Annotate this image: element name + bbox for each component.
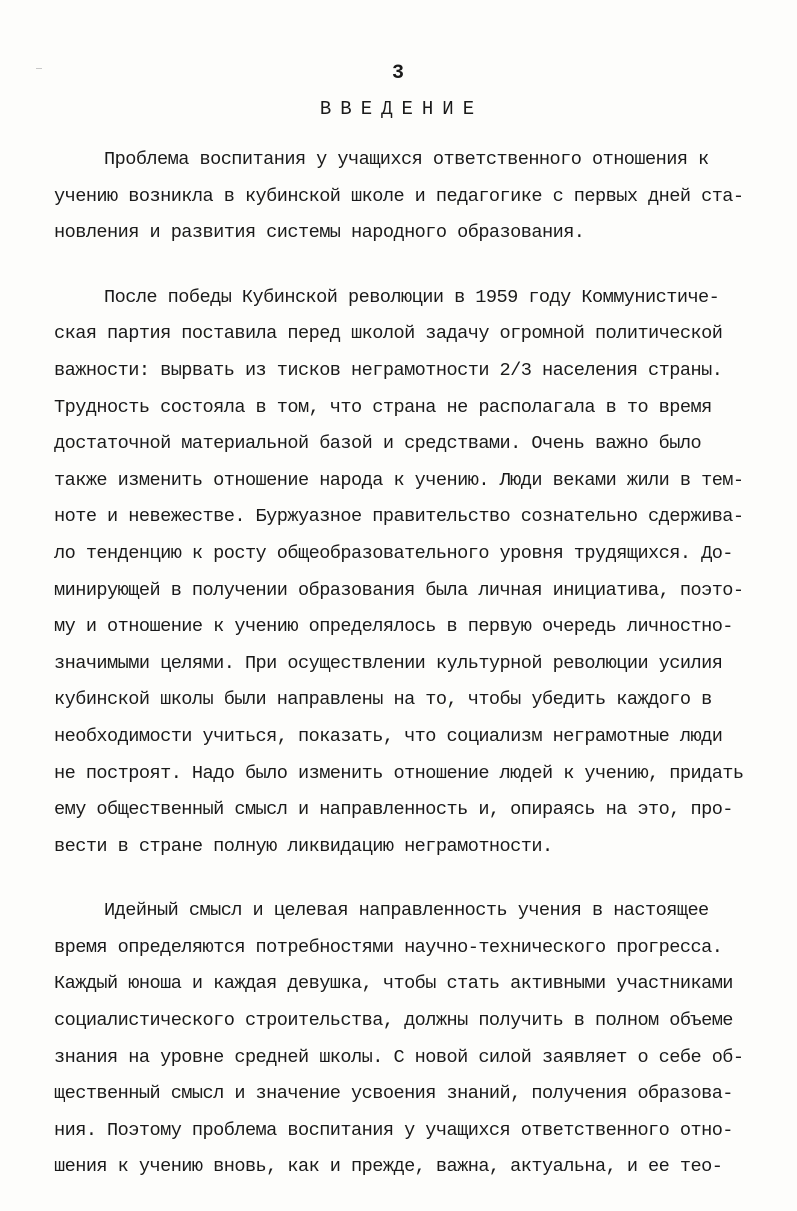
text-line: не построят. Надо было изменить отношение людей к учению, придать (54, 762, 744, 784)
text-line: Идейный смысл и целевая направленность учения в настоящее (104, 900, 709, 922)
text-line: Каждый юноша и каждая девушка, чтобы стать активными участниками (54, 973, 733, 995)
text-line: После победы Кубинской революции в 1959 году Коммунистиче- (104, 286, 720, 308)
text-line: ло тенденцию к росту общеобразовательного уровня трудящихся. До- (54, 542, 733, 564)
body-text (54, 142, 794, 1186)
text-line: важности: вырвать из тисков неграмотности 2/3 населения страны. (54, 359, 723, 381)
text-line: новления и развития системы народного образования. (54, 222, 585, 244)
text-line: Трудность состояла в том, что страна не располагала в то время (54, 396, 712, 418)
paragraph (54, 280, 794, 866)
text-line: вести в стране полную ликвидацию неграмотности. (54, 835, 553, 857)
text-line: щественный смысл и значение усвоения знаний, получения образова- (54, 1083, 733, 1105)
page-heading: ВВЕДЕНИЕ (319, 98, 484, 120)
text-line: значимыми целями. При осуществлении культурной революции усилия (54, 652, 723, 674)
paragraph (54, 893, 794, 1186)
text-line: также изменить отношение народа к учению. Люди веками жили в тем- (54, 469, 744, 491)
text-line: му и отношение к учению определялось в первую очередь личностно- (54, 616, 733, 638)
paragraph (54, 142, 794, 252)
text-line: ноте и невежестве. Буржуазное правительство сознательно сдержива- (54, 506, 744, 528)
text-line: ская партия поставила перед школой задачу огромной политической (54, 323, 723, 345)
text-line: Проблема воспитания у учащихся ответственного отношения к (104, 149, 709, 170)
text-line: кубинской школы были направлены на то, чтобы убедить каждого в (54, 689, 712, 711)
text-line: шения к учению вновь, как и прежде, важна, актуальна, и ее тео- (54, 1156, 723, 1178)
text-line: знания на уровне средней школы. С новой силой заявляет о себе об- (54, 1046, 744, 1068)
text-line: учению возникла в кубинской школе и педагогике с первых дней ста- (54, 185, 744, 207)
text-line: ния. Поэтому проблема воспитания у учащихся ответственного отно- (54, 1119, 733, 1141)
text-line: необходимости учиться, показать, что социализм неграмотные люди (54, 725, 723, 747)
text-line: социалистического строительства, должны получить в полном объеме (54, 1010, 733, 1032)
text-line: ему общественный смысл и направленность и, опираясь на это, про- (54, 799, 733, 821)
page-number: 3 (391, 62, 405, 85)
text-line: минирующей в получении образования была личная инициатива, поэто- (54, 579, 744, 601)
text-line: достаточной материальной базой и средствами. Очень важно было (54, 433, 702, 455)
text-line: время определяются потребностями научно-технического прогресса. (54, 936, 723, 958)
